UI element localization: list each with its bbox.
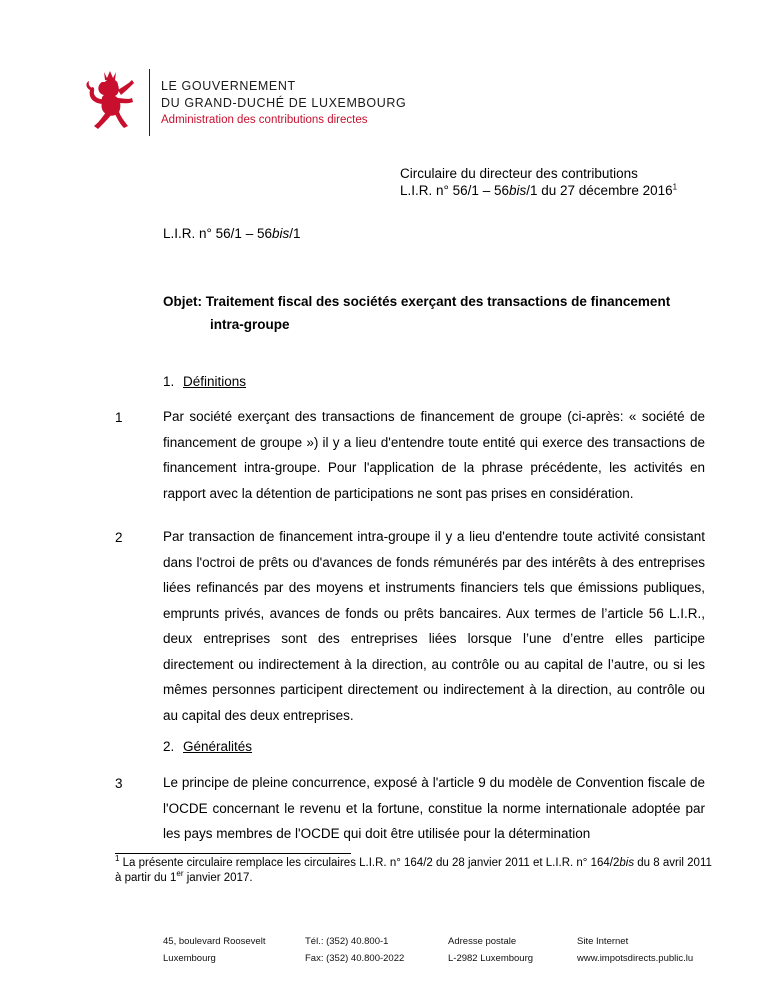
circular-title-line2: L.I.R. n° 56/1 – 56bis/1 du 27 décembre 2016$^1$	[400, 182, 678, 198]
section-heading-definitions: 1. Définitions	[163, 374, 247, 389]
section-heading-generalites: 2. Généralités	[163, 739, 253, 754]
footnote-divider	[115, 853, 351, 854]
paragraph-number: 1	[115, 410, 123, 425]
subject-line1: Objet: Traitement fiscal des sociétés exerçant des transactions de financement	[163, 294, 671, 309]
footer-postal: Adresse postale L-2982 Luxembourg	[448, 936, 534, 964]
footer-address: 45, boulevard Roosevelt Luxembourg	[163, 936, 266, 964]
red-lion-icon	[82, 68, 140, 132]
government-line-2: DU GRAND-DUCHÉ DE LUXEMBOURG	[161, 96, 407, 110]
paragraph-number: 2	[115, 530, 123, 545]
reference-line: L.I.R. n° 56/1 – 56bis/1	[163, 226, 301, 241]
paragraph-text: Par transaction de financement intra-groupe il y a lieu d'entendre toute activité consistant dans l'octroi de prêts ou d'avances de fonds rémunérés par des intérêts à des entreprises liées refinancés par des moyens et instruments financiers tels que émissions publiques, emprunts privés, avances de fonds ou prêts bancaires. Aux termes de l’article 56 L.I.R., deux entreprises sont des entreprises liées lorsque l’une d’entre elles participe directement ou indirectement à la direction, au contrôle ou au capital de l’autre, ou si les mêmes personnes participent directement ou indirectement à la direction, au contrôle ou au capital des deux entreprises.	[163, 529, 705, 723]
paragraph-text: Par société exerçant des transactions de financement de groupe (ci-après: « société de financement de groupe ») il y a lieu d'entendre toute entité qui exerce des transactions de financement intra-groupe. Pour l'application de la phrase précédente, les activités en rapport avec la détention de participations ne sont pas prises en considération.	[163, 409, 705, 501]
header-divider	[149, 69, 150, 136]
website-link[interactable]: www.impotsdirects.public.lu	[577, 953, 694, 964]
administration-name: Administration des contributions directes	[161, 114, 368, 126]
paragraph-text: Le principe de pleine concurrence, exposé à l'article 9 du modèle de Convention fiscale de l'OCDE concernant le revenu et la fortune, constitue la norme internationale adoptée par les pays membres de l'OCDE qui doit être utilisée pour la détermination	[163, 775, 705, 841]
subject-line2: intra-groupe	[210, 317, 290, 332]
circular-title-line1: Circulaire du directeur des contributions	[400, 166, 638, 181]
paragraph-number: 3	[115, 776, 123, 791]
subject-heading	[163, 290, 723, 336]
footer-website: Site Internet www.impotsdirects.public.lu	[577, 933, 693, 967]
government-line-1: LE GOUVERNEMENT	[161, 79, 296, 93]
footnote: $^1$ La présente circulaire remplace les circulaires L.I.R. n° 164/2 du 28 janvier 2011 et L.I.R. n° 164/2bis du 8 avril 2011 à partir du 1er janvier 2017.	[115, 854, 712, 884]
footer-phone: Tél.: (352) 40.800-1 Fax: (352) 40.800-2022	[305, 936, 405, 964]
footnote-mark: 1	[672, 182, 678, 192]
